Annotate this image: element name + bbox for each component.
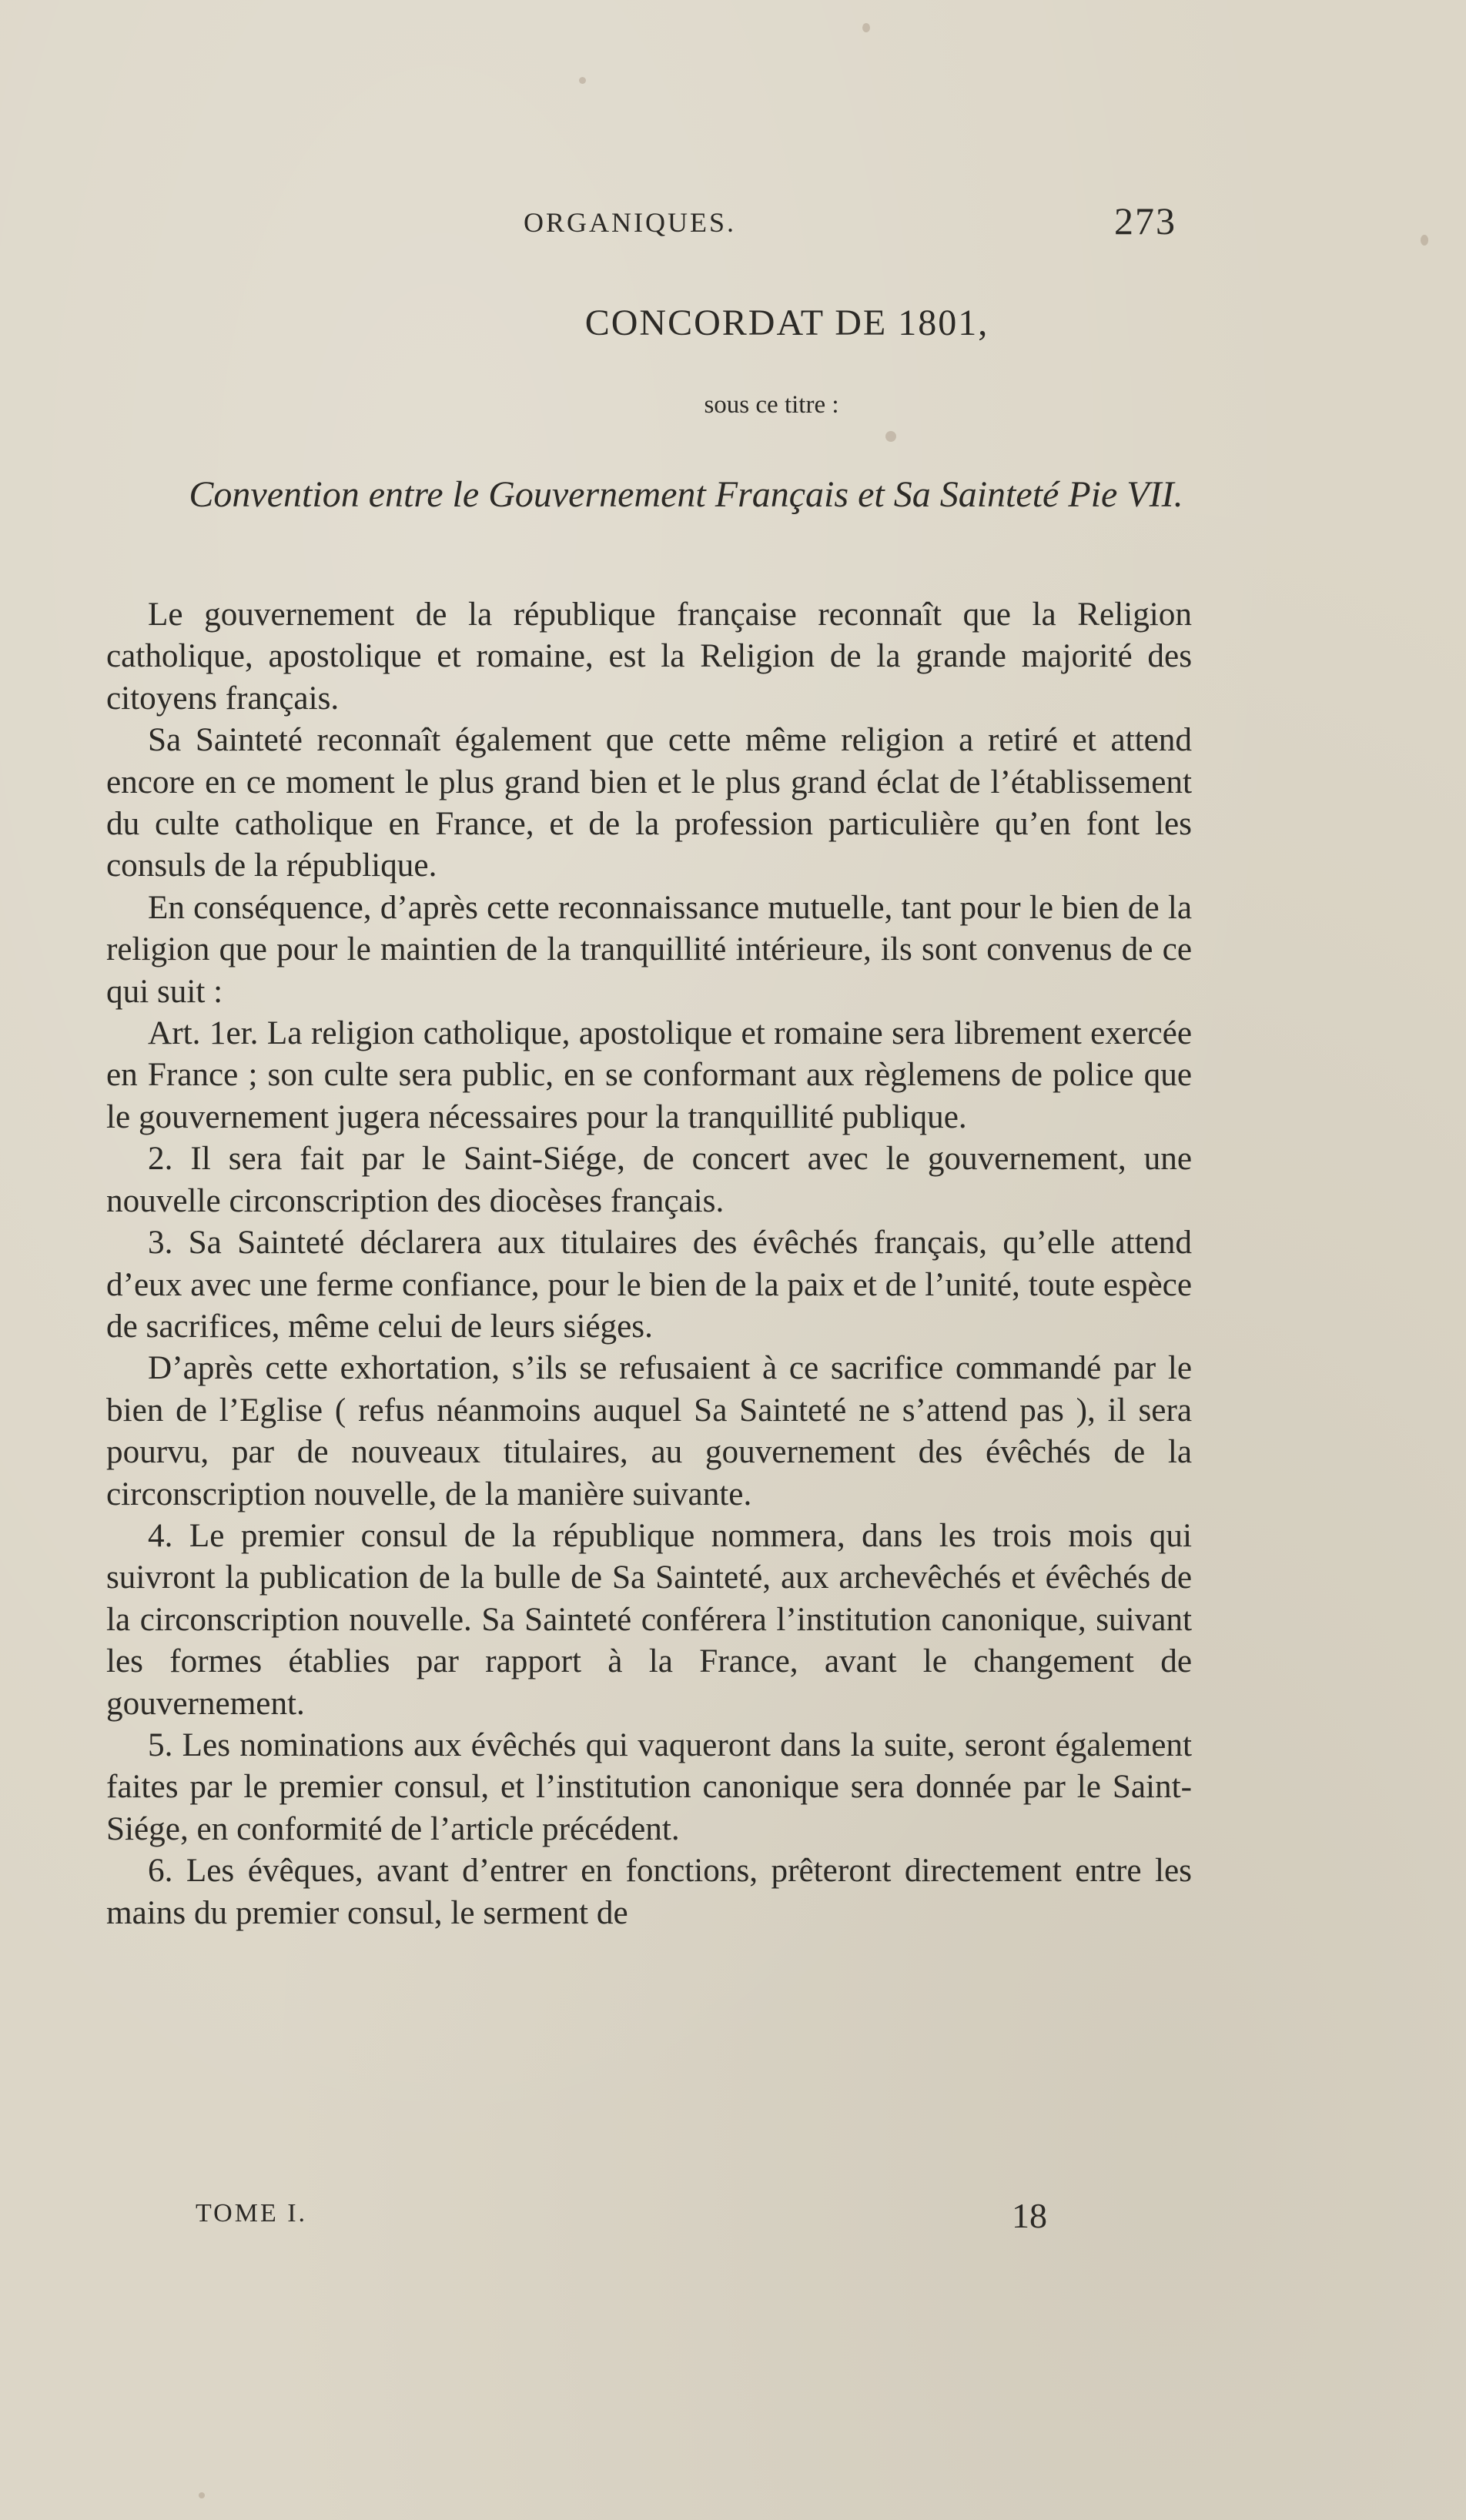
page-number: 273	[1114, 199, 1176, 242]
paragraph-article-6: 6. Les évêques, avant d’entrer en fonctions, prêteront directement entre les mains du premier consul, le serment de	[106, 1853, 1192, 1931]
foxing-spot	[885, 431, 896, 442]
paragraph-recognition: Sa Sainteté reconnaît également que cette même religion a retiré et attend encore en ce moment le plus grand bien et le plus grand éclat de l’établissement du culte catholique en France, et de la profession particulière qu’en font les consuls de la république.	[106, 722, 1192, 884]
foxing-spot	[862, 23, 870, 32]
paragraph-preamble: Le gouvernement de la république française reconnaît que la Religion catholique, apostolique et romaine, est la Religion de la grande majorité des citoyens français.	[106, 597, 1192, 717]
paragraph-consequence: En conséquence, d’après cette reconnaissance mutuelle, tant pour le bien de la religion que pour le maintien de la tranquillité intérieure, ils sont convenus de ce qui suit :	[106, 889, 1192, 1010]
paragraph-article-1: Art. 1er. La religion catholique, apostolique et romaine sera librement exercée en France ; son culte sera public, en se conformant aux règlemens de police que le gouvernement jugera nécessaires pour la tranquillité publique.	[106, 1015, 1192, 1135]
paragraph-article-5: 5. Les nominations aux évêchés qui vaqueront dans la suite, seront également faites par le premier consul, et l’institution canonique sera donnée par le Saint-Siége, en conformité de l’article précédent.	[106, 1726, 1192, 1847]
paragraph-exhortation: D’après cette exhortation, s’ils se refusaient à ce sacrifice commandé par le bien de l’Eglise ( refus néanmoins auquel Sa Sainteté ne s’attend pas ), il sera pourvu, par de nouveaux titulaires, au gouvernement des évêchés de la circonscription nouvelle, de la manière suivante.	[106, 1350, 1192, 1512]
signature-mark: 18	[1012, 2196, 1047, 2235]
subtitle-text: sous ce titre :	[704, 391, 839, 419]
foxing-spot	[579, 77, 586, 84]
paragraph-article-2: 2. Il sera fait par le Saint-Siége, de concert avec le gouvernement, une nouvelle circonscription des diocèses français.	[106, 1141, 1192, 1219]
concordat-title	[0, 302, 1466, 344]
foxing-spot	[1421, 235, 1428, 246]
paragraph-article-3: 3. Sa Sainteté déclarera aux titulaires des évêchés français, qu’elle attend d’eux avec une ferme confiance, pour le bien de la paix et de l’unité, toute espèce de sacrifices, même celui de leurs siéges.	[106, 1225, 1192, 1345]
volume-label: TOME I.	[196, 2199, 308, 2228]
subtitle	[0, 391, 1466, 419]
concordat-title-text: CONCORDAT DE 1801,	[584, 302, 989, 343]
body-text	[106, 594, 1192, 1934]
running-head: ORGANIQUES.	[524, 207, 736, 238]
paragraph-article-4: 4. Le premier consul de la république nommera, dans les trois mois qui suivront la publication de la bulle de Sa Sainteté, aux archevêchés et évêchés de la circonscription nouvelle. Sa Sainteté conférera l’institution canonique, suivant les formes établies par rapport à la France, avant le changement de gouvernement.	[106, 1517, 1192, 1722]
convention-title: Convention entre le Gouvernement Français et Sa Sainteté Pie VII.	[189, 474, 1183, 515]
foxing-spot	[199, 2492, 205, 2498]
